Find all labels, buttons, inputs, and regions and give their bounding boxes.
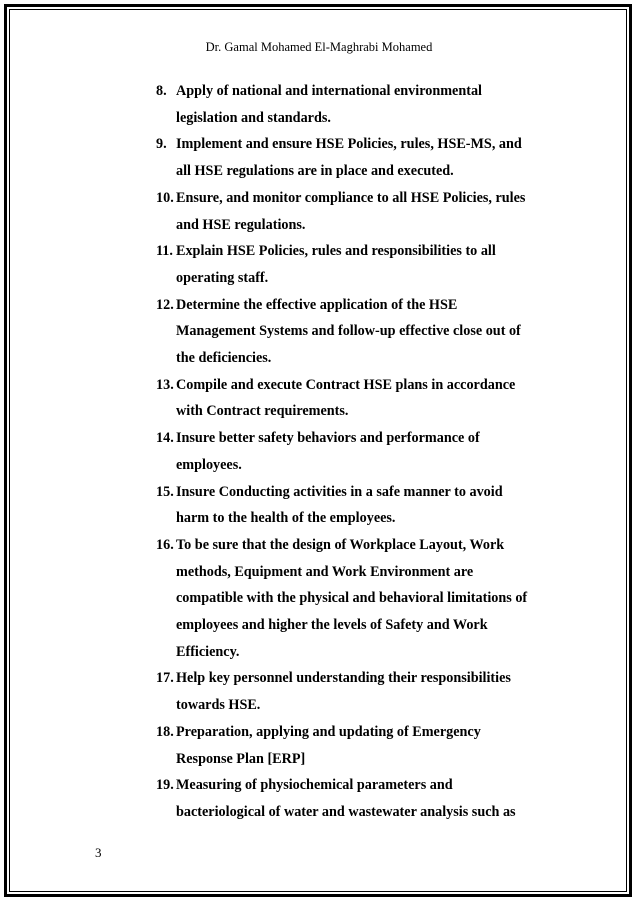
- list-item: [156, 78, 556, 131]
- list-item-line: Determine the effective application of the HSE: [176, 296, 458, 313]
- list-item-number: 9.: [156, 136, 167, 153]
- list-item-line: bacteriological of water and wastewater analysis such as: [176, 803, 516, 820]
- list-item-line: employees and higher the levels of Safety and Work: [176, 617, 488, 634]
- list-item-text: [176, 238, 556, 291]
- list-item-text: [176, 479, 556, 532]
- list-item-text: [176, 665, 556, 718]
- list-item-line: harm to the health of the employees.: [176, 510, 396, 527]
- list-item-text: [176, 532, 556, 666]
- list-item-text: [176, 292, 556, 372]
- list-item-line: Insure better safety behaviors and performance of: [176, 430, 480, 447]
- list-item-line: with Contract requirements.: [176, 403, 349, 420]
- list-item: [156, 292, 556, 372]
- list-item-line: operating staff.: [176, 269, 269, 286]
- list-item: [156, 425, 556, 478]
- list-item-line: legislation and standards.: [176, 109, 331, 126]
- list-item: [156, 479, 556, 532]
- list-item-text: [176, 719, 556, 772]
- page-header-author: Dr. Gamal Mohamed El-Maghrabi Mohamed: [205, 40, 433, 54]
- list-item: [156, 532, 556, 666]
- list-item: [156, 372, 556, 425]
- list-item-number: 19.: [156, 777, 174, 794]
- list-item: [156, 185, 556, 238]
- list-item-number: 15.: [156, 483, 174, 500]
- list-item-line: Compile and execute Contract HSE plans in accordance: [176, 376, 516, 393]
- list-item: [156, 238, 556, 291]
- list-item-line: compatible with the physical and behavioral limitations of: [176, 590, 528, 607]
- list-item-line: and HSE regulations.: [176, 216, 306, 233]
- list-item-number: 10.: [156, 189, 174, 206]
- list-item-number: 12.: [156, 296, 174, 313]
- list-item-number: 8.: [156, 83, 167, 99]
- list-item-text: [176, 185, 556, 238]
- list-item-text: [176, 78, 556, 131]
- list-item-line: Efficiency.: [176, 643, 240, 660]
- list-item-line: Preparation, applying and updating of Emergency: [176, 723, 481, 740]
- list-item-text: [176, 772, 556, 825]
- list-item-text: [176, 131, 556, 184]
- list-item: [156, 665, 556, 718]
- list-item-number: 18.: [156, 723, 174, 740]
- page-number: 3: [95, 845, 102, 860]
- list-item-line: Implement and ensure HSE Policies, rules, HSE-MS, and: [176, 136, 522, 153]
- list-item-line: Management Systems and follow-up effective close out of: [176, 323, 521, 340]
- list-item-number: 17.: [156, 670, 174, 687]
- list-item-number: 13.: [156, 376, 174, 393]
- list-item-text: [176, 372, 556, 425]
- list-item-number: 14.: [156, 430, 174, 447]
- list-item-line: all HSE regulations are in place and executed.: [176, 163, 454, 180]
- list-item: [156, 131, 556, 184]
- list-item-line: To be sure that the design of Workplace Layout, Work: [176, 536, 505, 553]
- list-item-text: [176, 425, 556, 478]
- numbered-list: [156, 78, 556, 826]
- list-item-line: the deficiencies.: [176, 350, 272, 367]
- list-item-line: Response Plan [ERP]: [176, 750, 306, 767]
- list-item-number: 11.: [156, 243, 173, 260]
- list-item-line: Insure Conducting activities in a safe manner to avoid: [176, 483, 503, 500]
- list-item-line: methods, Equipment and Work Environment are: [176, 563, 474, 580]
- list-item-line: employees.: [176, 456, 242, 473]
- list-item-line: Explain HSE Policies, rules and responsibilities to all: [176, 243, 496, 260]
- list-item: [156, 719, 556, 772]
- list-item-line: Measuring of physiochemical parameters and: [176, 777, 453, 794]
- list-item: [156, 772, 556, 825]
- list-item-line: Apply of national and international environmental: [176, 83, 482, 99]
- list-item-number: 16.: [156, 536, 174, 553]
- list-item-line: towards HSE.: [176, 697, 261, 714]
- list-item-line: Ensure, and monitor compliance to all HSE Policies, rules: [176, 189, 526, 206]
- list-item-line: Help key personnel understanding their responsibilities: [176, 670, 511, 687]
